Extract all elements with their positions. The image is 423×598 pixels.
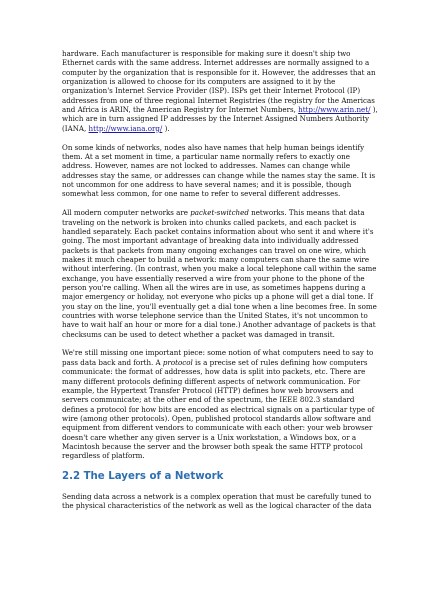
paragraph-text: networks. This means that data traveling on the network is broken into chunks called packets, and each packet is handled separately. Each packet contains information about who sent it and where it's going. The most important advantage of breaking data into individually addressed packets is that packets from many ongoing exchanges can travel on one wire, which makes it much cheaper to build a network: many computers can share the same wire without interfering. (In contrast, when you make a local telephone call within the same exchange, you have essentially reserved a wire from your phone to the phone of the person you're calling. When all the wires are in use, as sometimes happens during a major emergency or holiday, not everyone who picks up a phone will get a dial tone. If you stay on the line, you'll eventually get a dial tone when a line becomes free. In some countries with worse telephone service than the United States, it's not uncommon to have to wait half an hour or more for a dial tone.) Another advantage of packets is that checksums can be used to detect whether a packet was damaged in transit. [62, 208, 377, 339]
paragraph-text: We're still missing one important piece: some notion of what computers need to say to pass data back and forth. A [62, 348, 374, 367]
paragraph-text: ). [162, 123, 170, 133]
paragraph-packet-switched [62, 208, 380, 339]
emphasis-term: protocol [162, 357, 193, 367]
paragraph-text: is a precise set of rules defining how computers communicate: the format of addresses, how data is split into packets, etc. There are many different protocols defining different aspects of network communication. For example, the Hypertext Transfer Protocol (HTTP) defines how web browsers and servers communicate; at the other end of the spectrum, the IEEE 802.3 standard defines a protocol for how bits are encoded as electrical signals on a particular type of wire (among other protocols). Open, published protocol standards allow software and equipment from different vendors to communicate with each other: your web browser doesn't care whether any given server is a Unix workstation, a Windows box, or a Macintosh because the server and the browser both speak the same HTTP protocol regardless of platform. [62, 357, 375, 461]
paragraph-layers: Sending data across a network is a complex operation that must be carefully tuned to the physical characteristics of the network as well as the logical character of the data [62, 492, 372, 511]
emphasis-term: packet-switched [190, 208, 249, 218]
paragraph-text: ), which are in turn assigned IP addresses by the Internet Assigned Numbers Authority (IANA, [62, 105, 378, 133]
arin-link[interactable]: http://www.arin.net/ [298, 105, 371, 115]
paragraph-text: All modern computer networks are [62, 208, 191, 218]
paragraph-text: hardware. Each manufacturer is responsible for making sure it doesn't ship two Ethernet cards with the same address. Internet addresses are normally assigned to a computer by the organization that is responsible for it. However, the addresses that an organization is allowed to choose for its computers are assigned to it by the organization's Internet Service Provider (ISP). ISPs get their Internet Protocol (IP) addresses from one of three regional Internet Registries (the registry for the Americas and Africa is ARIN, the American Registry for Internet Numbers, [62, 49, 376, 115]
document-page [62, 49, 380, 520]
iana-link[interactable]: http://www.iana.org/ [88, 123, 163, 133]
section-heading: 2.2 The Layers of a Network [62, 471, 224, 483]
paragraph-registries [62, 49, 380, 133]
paragraph-protocol [62, 348, 380, 460]
paragraph-names: On some kinds of networks, nodes also have names that help human beings identify them. At a set moment in time, a particular name normally refers to exactly one address. However, names are not locked to addresses. Names can change while addresses stay the same, or addresses can change while the names stay the same. It is not uncommon for one address to have several names; and it is possible, though somewhat less common, for one name to refer to several different addresses. [62, 142, 376, 199]
